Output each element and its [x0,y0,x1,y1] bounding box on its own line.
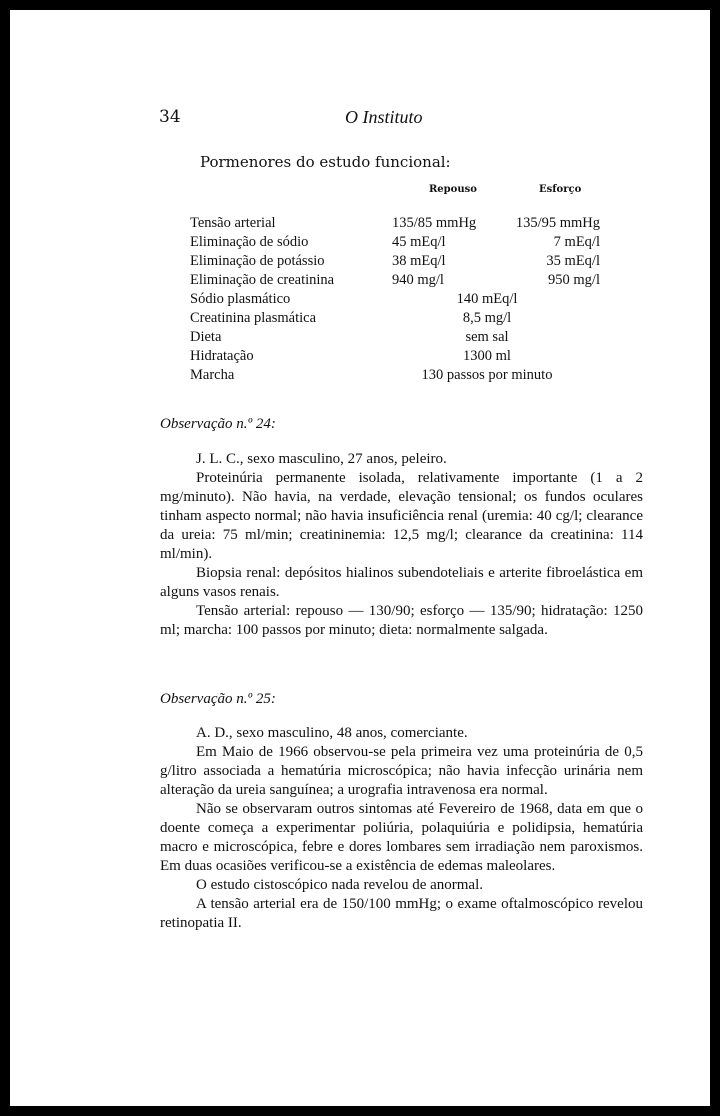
paragraph: Biopsia renal: depósitos hialinos subendoteliais e arterite fibroelástica em alguns vasos renais. [160,565,643,600]
value-combined: 8,5 mg/l [462,310,512,326]
running-title: O Instituto [345,107,423,127]
row-label: Eliminação de creatinina [190,272,335,288]
table-row [190,253,630,272]
table-row [190,329,630,348]
row-label: Creatinina plasmática [190,310,317,326]
observation-25-body [160,724,643,933]
observation-24-title: Observação n.º 24: [160,416,276,432]
row-label: Eliminação de potássio [190,253,325,269]
row-label: Marcha [190,367,235,383]
paragraph: A. D., sexo masculino, 48 anos, comerciante. [196,725,468,741]
table-row [190,215,630,234]
value-esforco: 950 mg/l [548,272,600,288]
row-label: Hidratação [190,348,254,364]
paragraph: O estudo cistoscópico nada revelou de anormal. [196,877,483,893]
paragraph: Não se observaram outros sintomas até Fevereiro de 1968, data em que o doente começa a experimentar poliúria, polaquiúria e polidipsia, hematúria macro e microscópica, febre e dores lombares sem irradiação nem paroxismos. Em duas ocasiões verificou-se a existência de edemas maleolares. [160,801,643,874]
paragraph: Proteinúria permanente isolada, relativamente importante (1 a 2 mg/minuto). Não havia, na verdade, elevação tensional; os fundos oculares tinham aspecto normal; não havia insuficiência renal (uremia: 40 cg/l; clearance da ureia: 75 ml/min; creatininemia: 12,5 mg/l; clearance da creatinina: 114 ml/min). [160,470,643,562]
value-combined: 140 mEq/l [456,291,518,307]
paragraph: Em Maio de 1966 observou-se pela primeira vez uma proteinúria de 0,5 g/litro associada a hematúria microscópica; não havia infecção urinária nem alteração da ureia sanguínea; a urografia intravenosa era normal. [160,744,643,798]
section-intro: Pormenores do estudo funcional: [200,153,451,171]
table-row [190,310,630,329]
observation-24-body [160,450,643,640]
row-label: Tensão arterial [190,215,276,231]
table-row [190,367,630,386]
value-combined: sem sal [465,329,509,345]
row-label: Dieta [190,329,222,345]
value-repouso: 135/85 mmHg [392,215,477,231]
value-repouso: 940 mg/l [392,272,444,288]
column-header-esforco: Esforço [539,184,582,195]
value-esforco: 135/95 mmHg [515,215,600,231]
table-row [190,348,630,367]
row-label: Eliminação de sódio [190,234,309,250]
paragraph: J. L. C., sexo masculino, 27 anos, peleiro. [196,451,447,467]
table-row [190,291,630,310]
document-page [10,10,710,1106]
table-row [190,234,630,253]
value-repouso: 38 mEq/l [392,253,446,269]
table-row [190,272,630,291]
value-combined: 1300 ml [463,348,511,364]
value-combined: 130 passos por minuto [421,367,553,383]
value-esforco: 35 mEq/l [546,253,600,269]
column-header-repouso: Repouso [429,184,477,195]
observation-25-title: Observação n.º 25: [160,691,276,707]
row-label: Sódio plasmático [190,291,291,307]
value-repouso: 45 mEq/l [392,234,446,250]
page-number: 34 [159,107,181,127]
paragraph: Tensão arterial: repouso — 130/90; esforço — 135/90; hidratação: 1250 ml; marcha: 100 passos por minuto; dieta: normalmente salgada. [160,603,643,638]
paragraph: A tensão arterial era de 150/100 mmHg; o exame oftalmoscópico revelou retinopatia II. [160,896,643,931]
value-esforco: 7 mEq/l [553,234,600,250]
